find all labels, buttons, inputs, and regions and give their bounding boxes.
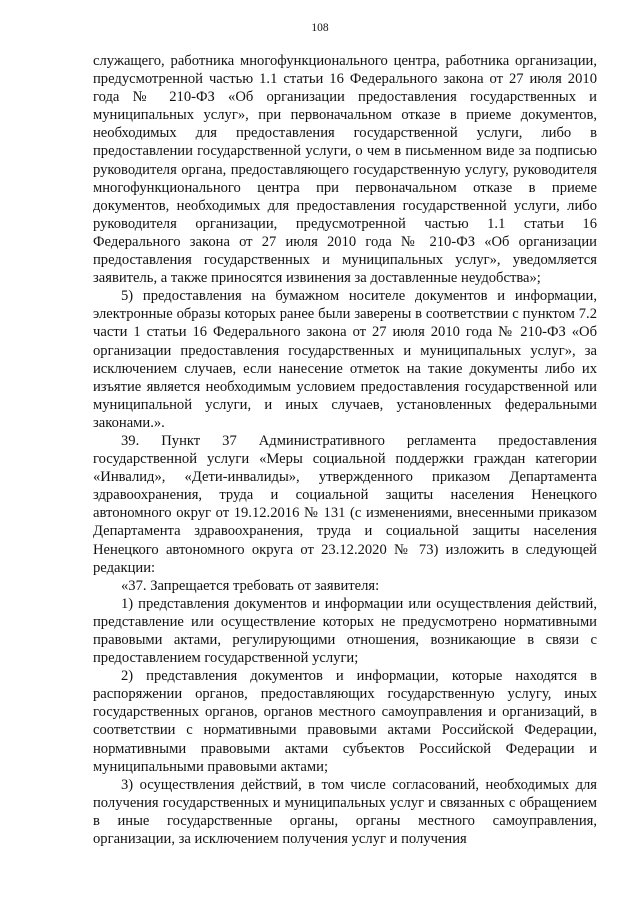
page-number: 108	[311, 22, 329, 34]
paragraph-clause-39: 39. Пункт 37 Административного регламента предоставления государственной услуги «Меры социальной поддержки граждан категории «Инвалид», «Дети-инвалиды», утвержденного приказом Департамента здравоохранения, труда и социальной защиты населения Ненецкого автономного округ от 19.12.2016 № 131 (с изменениями, внесенными приказом Департамента здравоохранения, труда и социальной защиты населения Ненецкого автономного округа от 23.12.2020 № 73) изложить в следующей редакции:	[93, 432, 597, 576]
paragraph-item-3: 3) осуществления действий, в том числе согласований, необходимых для получения государственных и муниципальных услуг и связанных с обращением в иные государственные органы, органы местного самоуправления, организации, за исключением получения услуг и получения	[93, 776, 597, 848]
paragraph-item-1: 1) представления документов и информации или осуществления действий, представление или осуществление которых не предусмотрено нормативными правовыми актами, регулирующими отношения, возникающие в связи с предоставлением государственной услуги;	[93, 595, 597, 667]
paragraph-item-5: 5) предоставления на бумажном носителе документов и информации, электронные образы которых ранее были заверены в соответствии с пунктом 7.2 части 1 статьи 16 Федерального закона от 27 июля 2010 года № 210-ФЗ «Об организации предоставления государственных и муниципальных услуг», за исключением случаев, если нанесение отметок на такие документы либо их изъятие является необходимым условием предоставления государственной или муниципальной услуги, и иных случаев, установленных федеральными законами.».	[93, 288, 597, 431]
paragraph-continuation: служащего, работника многофункционального центра, работника организации, предусмотренной частью 1.1 статьи 16 Федерального закона от 27 июля 2010 года № 210-ФЗ «Об организации предоставления государственных и муниципальных услуг», при первоначальном отказе в приеме документов, необходимых для предоставления государственной услуги, либо в предоставлении государственной услуги, о чем в письменном виде за подписью руководителя органа, предоставляющего государственную услугу, руководителя многофункционального центра при первоначальном отказе в приеме документов, необходимых для предоставления государственной услуги, либо руководителя организации, предусмотренной частью 1.1 статьи 16 Федерального закона от 27 июля 2010 года № 210-ФЗ «Об организации предоставления государственных и муниципальных услуг», уведомляется заявитель, а также приносятся извинения за доставленные неудобства»;	[93, 53, 597, 287]
paragraph-item-2: 2) представления документов и информации, которые находятся в распоряжении органов, предоставляющих государственную услугу, иных государственных органов, органов местного самоуправления и организаций, в соответствии с нормативными правовыми актами Российской Федерации, нормативными правовыми актами субъектов Российской Федерации и муниципальными правовыми актами;	[93, 668, 597, 775]
paragraph-clause-37-heading: «37. Запрещается требовать от заявителя:	[121, 577, 380, 594]
document-body	[93, 52, 597, 848]
